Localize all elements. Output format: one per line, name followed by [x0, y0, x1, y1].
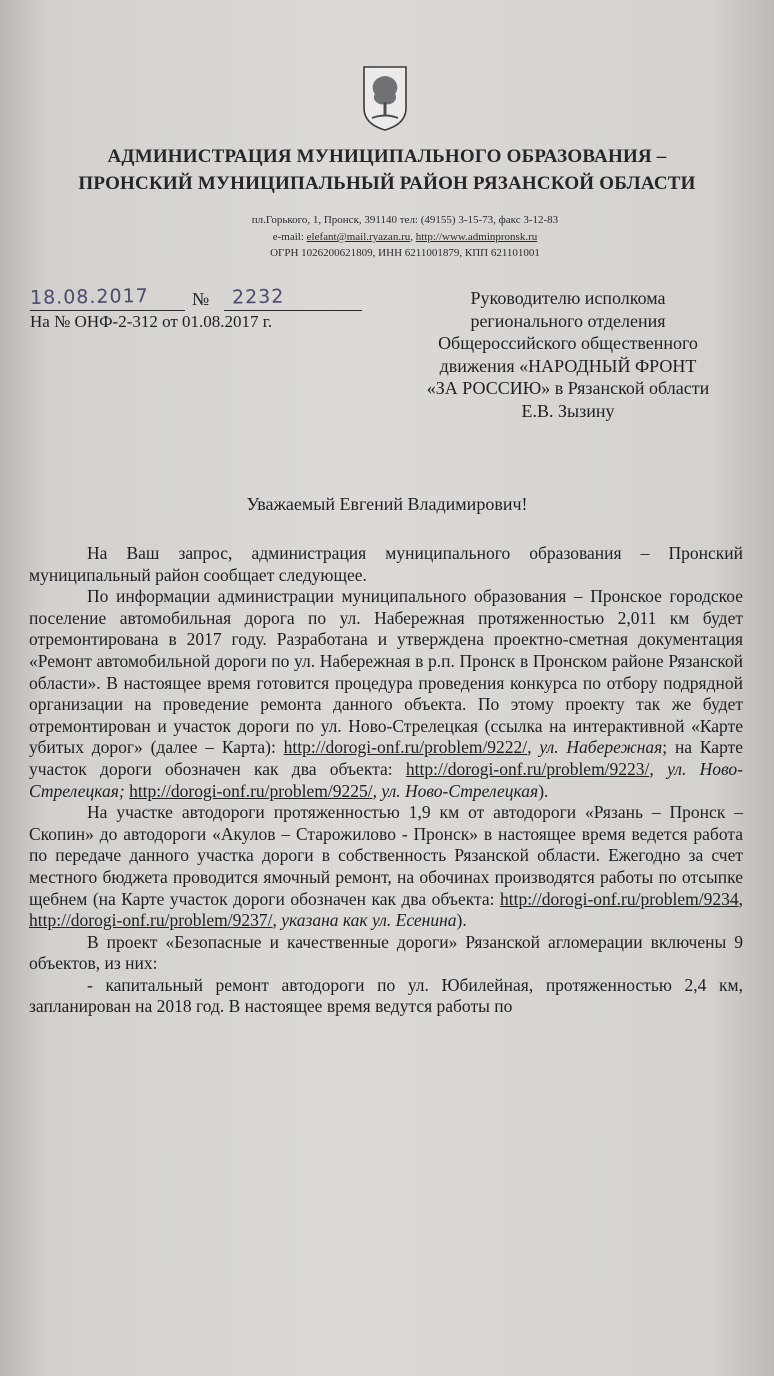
- addressee-line: движения «НАРОДНЫЙ ФРОНТ: [439, 355, 697, 376]
- map-link-9223[interactable]: http://dorogi-onf.ru/problem/9223/: [405, 758, 650, 779]
- street-note: , указана как ул. Есенина: [272, 910, 457, 931]
- handwritten-number: 2232: [231, 285, 285, 309]
- street-note: , ул. Ново-Стрелецкая: [372, 780, 539, 801]
- paragraph-3: [29, 802, 743, 932]
- addressee-line: Общероссийского общественного: [438, 333, 698, 353]
- coat-of-arms-icon: [360, 64, 410, 132]
- map-link-9234[interactable]: http://dorogi-onf.ru/problem/9234: [499, 888, 739, 909]
- addressee-line: Руководителю исполкома: [470, 288, 666, 308]
- number-underline: [224, 310, 362, 311]
- org-address: пл.Горького, 1, Пронск, 391140 тел: (49155) 3-15-73, факс 3-12-83: [251, 214, 559, 226]
- map-link-9237[interactable]: http://dorogi-onf.ru/problem/9237/: [29, 910, 273, 931]
- addressee-block: [398, 287, 738, 422]
- letter-body: [29, 543, 743, 1018]
- separator: ,: [738, 888, 743, 909]
- number-label: №: [192, 289, 210, 309]
- org-email-line: [150, 229, 660, 245]
- map-link-9225[interactable]: http://dorogi-onf.ru/problem/9225/: [129, 780, 373, 801]
- paragraph-5: - капитальный ремонт автодороги по ул. Юбилейная, протяженностью 2,4 км, запланирован на 2018 год. В настоящее время ведутся работы по: [29, 974, 743, 1017]
- paragraph-3-text: На участке автодороги протяженностью 1,9 км от автодороги «Рязань – Пронск – Скопин» до автодороги «Акулов – Старожилово - Пронск» в настоящее время ведется работа по передаче данного участка дороги в собственность Рязанской области. Ежегодно за счет местного бюджета проводится ямочный ремонт, на обочинах производятся работы по отсыпке щебнем (на Карте участок дороги обозначен как два объекта:: [29, 802, 743, 909]
- paragraph-1: На Ваш запрос, администрация муниципального образования – Пронский муниципальный район сообщает следующее.: [29, 543, 743, 585]
- paragraph-3-end: ).: [456, 910, 467, 931]
- website-link[interactable]: http://www.adminpronsk.ru: [415, 231, 538, 243]
- handwritten-date: 18.08.2017: [29, 284, 149, 310]
- org-ids: ОГРН 1026200621809, ИНН 6211001879, КПП 621101001: [270, 247, 540, 259]
- separator: ,: [410, 231, 416, 243]
- org-name-line-1: АДМИНИСТРАЦИЯ МУНИЦИПАЛЬНОГО ОБРАЗОВАНИЯ –: [107, 146, 667, 167]
- addressee-line: «ЗА РОССИЮ» в Рязанской области: [426, 378, 710, 398]
- date-underline: [30, 310, 185, 311]
- paragraph-2-end: ).: [538, 780, 549, 801]
- greeting: Уважаемый Евгений Владимирович!: [246, 494, 528, 514]
- addressee-line: Е.В. Зызину: [521, 400, 615, 421]
- org-name-line-2: ПРОНСКИЙ МУНИЦИПАЛЬНЫЙ РАЙОН РЯЗАНСКОЙ ОБЛАСТИ: [78, 173, 696, 194]
- paragraph-2-mid: ; на Карте участок дороги обозначен как два объекта:: [29, 737, 743, 779]
- addressee-line: регионального отделения: [470, 310, 666, 331]
- email-link[interactable]: elefant@mail.ryazan.ru: [306, 231, 411, 243]
- street-note: , ул. Набережная: [527, 737, 663, 758]
- email-label: e-mail:: [272, 231, 307, 243]
- map-link-9222[interactable]: http://dorogi-onf.ru/problem/9222/: [283, 737, 528, 758]
- street-note: , ул. Ново-Стрелецкая;: [29, 758, 743, 801]
- paragraph-4: В проект «Безопасные и качественные дороги» Рязанской агломерации включены 9 объектов, из них:: [29, 931, 743, 974]
- reference-line: На № ОНФ-2-312 от 01.08.2017 г.: [30, 312, 273, 331]
- paragraph-2-text: По информации администрации муниципального образования – Пронское городское поселение автомобильная дорога по ул. Набережная протяженностью 2,011 км будет отремонтирована в 2017 году. Разработана и утверждена проектно-сметная документация «Ремонт автомобильной дороги по ул. Набережная в р.п. Пронск в Пронском районе Рязанской области». В настоящее время готовится процедура проведения конкурса по отбору подрядной организации на проведение ремонта данного объекта. По этому проекту так же будет отремонтирован и участок дороги по ул. Ново-Стрелецкая (ссылка на интерактивной «Карте убитых дорог» (далее – Карта):: [29, 586, 743, 758]
- paragraph-2: [29, 586, 743, 802]
